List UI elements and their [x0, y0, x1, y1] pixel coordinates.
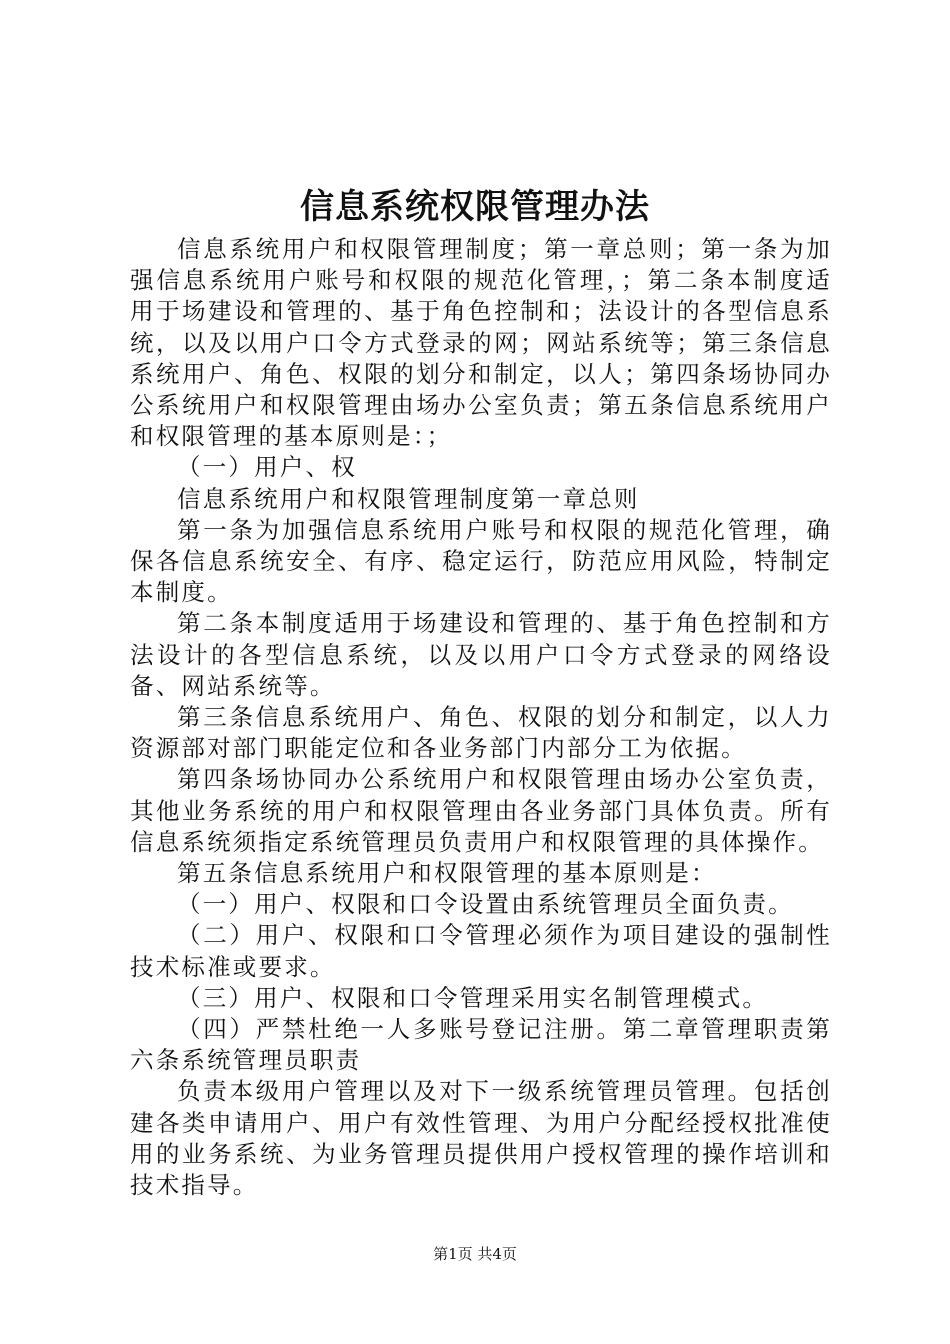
paragraph: 第三条信息系统用户、角色、权限的划分和制定，以人力资源部对部门职能定位和各业务部门内部分工为依据。 [130, 703, 832, 763]
paragraph: 负责本级用户管理以及对下一级系统管理员管理。包括创建各类申请用户、用户有效性管理、为用户分配经授权批准使用的业务系统、为业务管理员提供用户授权管理的操作培训和技术指导。 [130, 1077, 832, 1200]
paragraph: 第二条本制度适用于场建设和管理的、基于角色控制和方法设计的各型信息系统，以及以用户口令方式登录的网络设备、网站系统等。 [130, 609, 832, 700]
paragraph: （一）用户、权 [177, 453, 357, 482]
page-number-footer: 第1页 共4页 [433, 1245, 517, 1263]
paragraph: 信息系统用户和权限管理制度第一章总则 [177, 484, 640, 513]
paragraph: 信息系统用户和权限管理制度；第一章总则；第一条为加强信息系统用户账号和权限的规范化管理，；第二条本制度适用于场建设和管理的、基于角色控制和；法设计的各型信息系统，以及以用户口令方式登录的网；网站系统等；第三条信息系统用户、角色、权限的划分和制定，以人；第四条场协同办公系统用户和权限管理由场办公室负责；第五条信息系统用户和权限管理的基本原则是：； [130, 235, 832, 451]
paragraph: （四）严禁杜绝一人多账号登记注册。第二章管理职责第六条系统管理员职责 [130, 1015, 832, 1075]
paragraph: 第五条信息系统用户和权限管理的基本原则是： [177, 859, 717, 888]
paragraph: （三）用户、权限和口令管理采用实名制管理模式。 [177, 983, 769, 1012]
paragraph: （二）用户、权限和口令管理必须作为项目建设的强制性技术标准或要求。 [130, 921, 832, 981]
document-title: 信息系统权限管理办法 [300, 187, 650, 227]
paragraph: （一）用户、权限和口令设置由系统管理员全面负责。 [177, 890, 794, 919]
document-body [130, 234, 832, 1201]
paragraph: 第一条为加强信息系统用户账号和权限的规范化管理，确保各信息系统安全、有序、稳定运行，防范应用风险，特制定本制度。 [130, 515, 832, 607]
paragraph: 第四条场协同办公系统用户和权限管理由场办公室负责，其他业务系统的用户和权限管理由各业务部门具体负责。所有信息系统须指定系统管理员负责用户和权限管理的具体操作。 [130, 765, 832, 856]
